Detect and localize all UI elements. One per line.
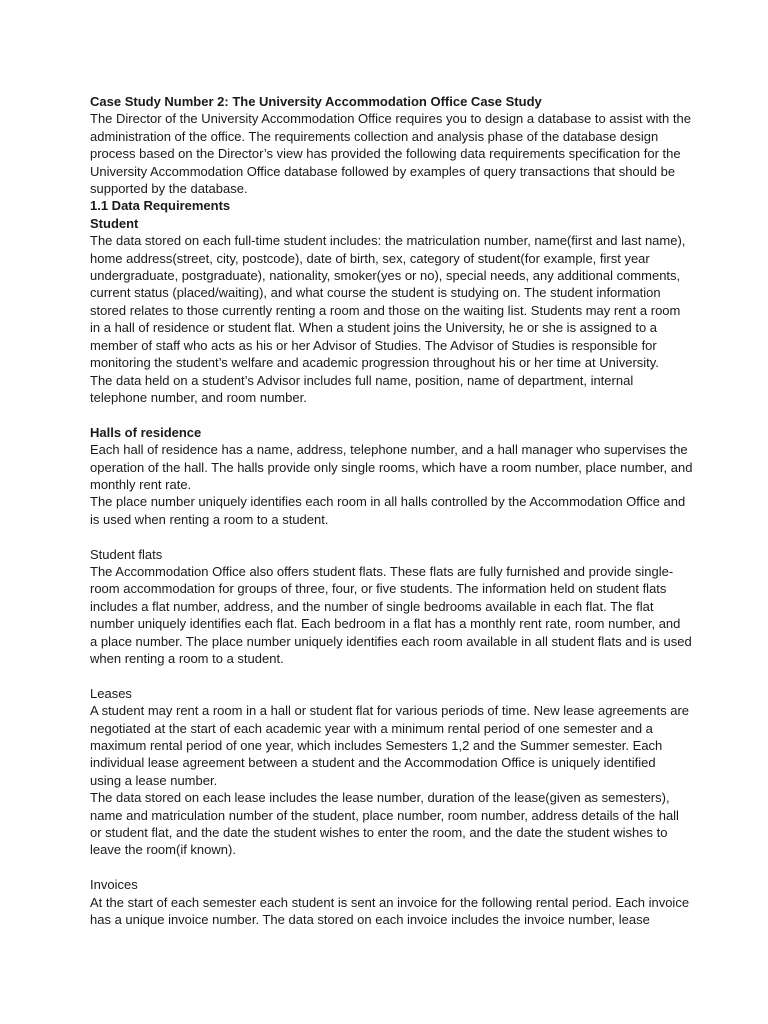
text-line: Each hall of residence has a name, address, telephone number, and a hall manager who supervises the xyxy=(90,442,688,458)
text-line: The Accommodation Office also offers student flats. These flats are fully furnished and provide single- xyxy=(90,563,674,579)
document-title: Case Study Number 2: The University Accommodation Office Case Study xyxy=(90,94,542,109)
text-line: has a unique invoice number. The data stored on each invoice includes the invoice number, lease xyxy=(90,912,650,928)
text-line: A student may rent a room in a hall or student flat for various periods of time. New lease agreements are xyxy=(90,703,690,719)
halls-heading: Halls of residence xyxy=(90,424,202,440)
text-line: includes a flat number, address, and the number of single bedrooms available in each flat. The flat xyxy=(90,598,654,614)
text-line: The place number uniquely identifies each room in all halls controlled by the Accommodation Office and xyxy=(90,494,686,510)
text-line: operation of the hall. The halls provide only single rooms, which have a room number, place number, and xyxy=(90,459,693,475)
flats-paragraph xyxy=(90,563,690,667)
paragraph-gap xyxy=(90,406,690,423)
text-line: individual lease agreement between a student and the Accommodation Office is uniquely identified xyxy=(90,755,656,771)
text-line: The data stored on each full-time student includes: the matriculation number, name(first and last name), xyxy=(90,233,686,249)
text-line: stored relates to those currently renting a room and those on the waiting list. Students may rent a room xyxy=(90,302,681,318)
text-line: using a lease number. xyxy=(90,772,218,788)
text-line: telephone number, and room number. xyxy=(90,389,307,405)
text-line: supported by the database. xyxy=(90,181,248,197)
text-line: leave the room(if known). xyxy=(90,842,236,858)
paragraph-gap xyxy=(90,859,690,876)
leases-paragraph xyxy=(90,702,690,859)
text-line: administration of the office. The requirements collection and analysis phase of the database design xyxy=(90,128,659,144)
section-heading: 1.1 Data Requirements xyxy=(90,198,231,214)
flats-heading: Student flats xyxy=(90,546,163,562)
text-line: number uniquely identifies each flat. Each bedroom in a flat has a monthly rent rate, room number, and xyxy=(90,616,681,632)
text-line: when renting a room to a student. xyxy=(90,650,284,666)
text-line: maximum rental period of one year, which includes Semesters 1,2 and the Summer semester. Each xyxy=(90,737,663,753)
invoices-paragraph xyxy=(90,894,690,929)
paragraph-gap xyxy=(90,667,690,684)
text-line: in a hall of residence or student flat. When a student joins the University, he or she is assigned to a xyxy=(90,320,658,336)
text-line: undergraduate, postgraduate), nationality, smoker(yes or no), special needs, any additional comments, xyxy=(90,268,681,284)
halls-paragraph xyxy=(90,441,693,528)
text-line: room accommodation for groups of three, four, or five students. The information held on student flats xyxy=(90,581,667,597)
text-line: The data held on a student’s Advisor includes full name, position, name of department, internal xyxy=(90,372,634,388)
text-line: monitoring the student’s welfare and academic progression throughout his or her time at University. xyxy=(90,355,659,371)
text-line: The data stored on each lease includes the lease number, duration of the lease(given as semesters), xyxy=(90,790,670,806)
text-line: monthly rent rate. xyxy=(90,476,192,492)
student-heading: Student xyxy=(90,215,139,231)
leases-heading: Leases xyxy=(90,685,132,701)
text-line: a place number. The place number uniquely identifies each room available in all student flats and is used xyxy=(90,633,692,649)
text-line: process based on the Director’s view has provided the following data requirements specification for the xyxy=(90,146,681,162)
text-line: negotiated at the start of each academic year with a minimum rental period of one semester and a xyxy=(90,720,653,736)
text-line: The Director of the University Accommodation Office requires you to design a database to assist with the xyxy=(90,111,691,127)
text-line: member of staff who acts as his or her Advisor of Studies. The Advisor of Studies is responsible for xyxy=(90,337,657,353)
text-line: is used when renting a room to a student. xyxy=(90,511,329,527)
student-paragraph xyxy=(90,232,690,406)
paragraph-gap xyxy=(90,528,690,545)
text-line: or student flat, and the date the student wishes to enter the room, and the date the student wishes to xyxy=(90,825,668,841)
invoices-heading: Invoices xyxy=(90,877,138,893)
document-page xyxy=(90,93,693,928)
text-line: At the start of each semester each student is sent an invoice for the following rental period. Each invoice xyxy=(90,894,690,910)
text-line: University Accommodation Office database followed by examples of query transactions that should be xyxy=(90,163,676,179)
text-line: name and matriculation number of the student, place number, room number, address details of the hall xyxy=(90,807,679,823)
text-line: home address(street, city, postcode), date of birth, sex, category of student(for example, first year xyxy=(90,250,650,266)
text-line: current status (placed/waiting), and what course the student is studying on. The student information xyxy=(90,285,661,301)
intro-paragraph xyxy=(90,110,690,197)
